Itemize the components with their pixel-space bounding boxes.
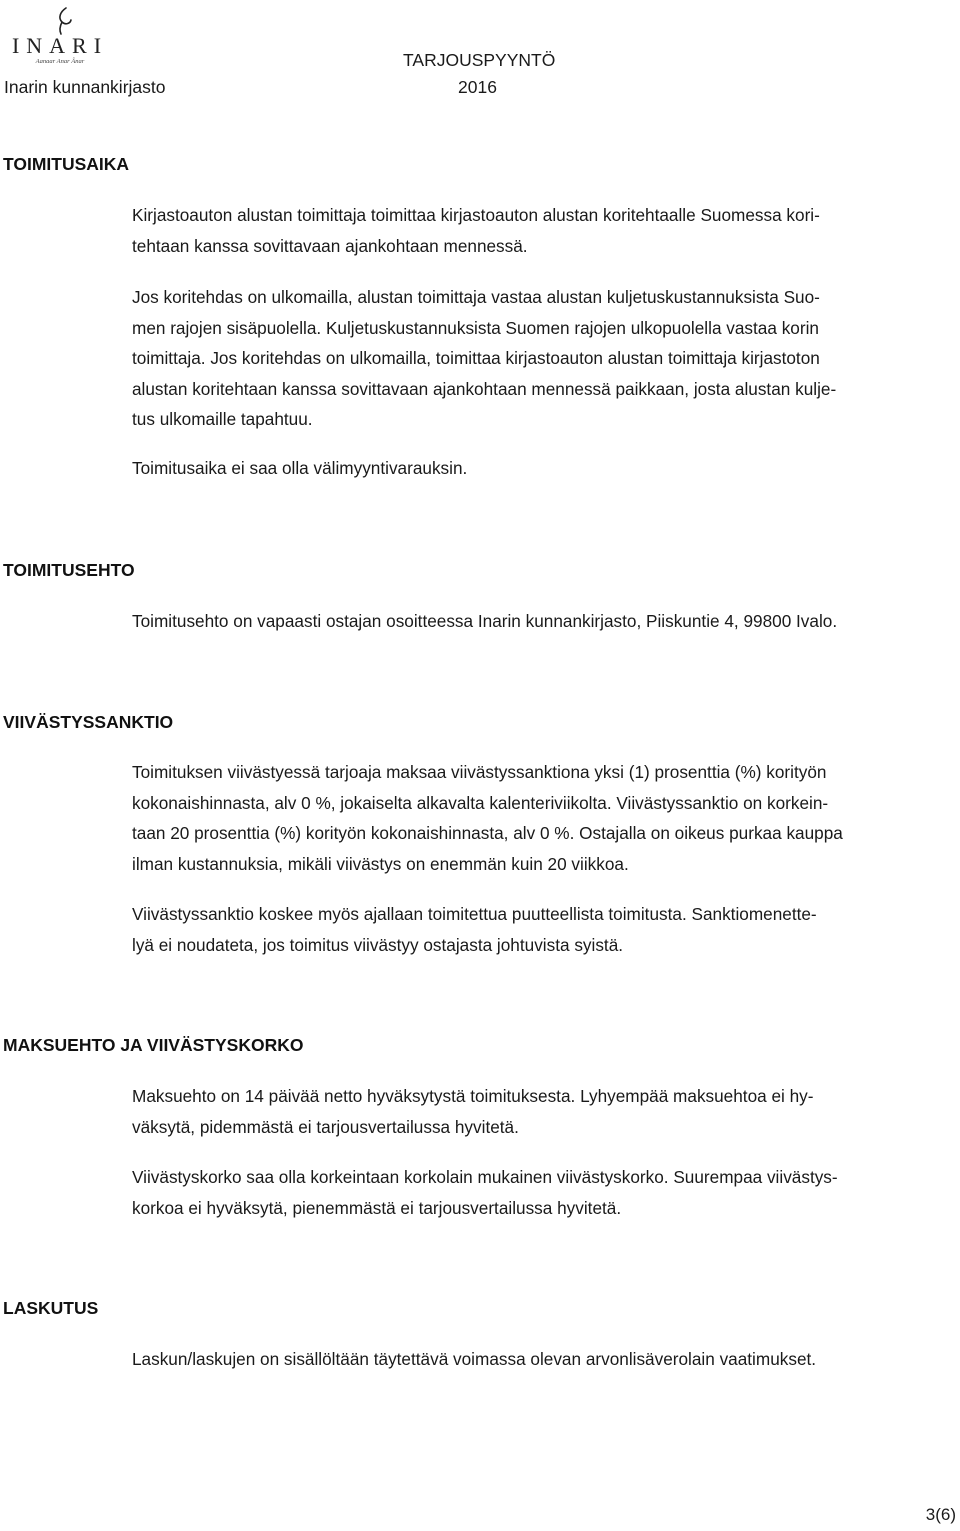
text-line: Maksuehto on 14 päivää netto hyväksytystä toimituksesta. Lyhyempää maksuehtoa ei hy-	[132, 1086, 814, 1106]
logo-tagline: Aanaar Anar Ânar	[35, 58, 85, 65]
section-heading-maksuehto: MAKSUEHTO JA VIIVÄSTYSKORKO	[3, 1035, 304, 1055]
text-line: tehtaan kanssa sovittavaan ajankohtaan mennessä.	[132, 235, 528, 256]
text-line: alustan koritehtaan kanssa sovittavaan ajankohtaan mennessä paikkaan, josta alustan kulje-	[132, 378, 837, 399]
paragraph	[132, 606, 958, 637]
text-line: Laskun/laskujen on sisällöltään täytettävä voimassa olevan arvonlisäverolain vaatimukset.	[132, 1349, 817, 1369]
text-line: Kirjastoauton alustan toimittaja toimittaa kirjastoauton alustan koritehtaalle Suomessa kori-	[132, 205, 820, 225]
text-line: Toimitusehto on vapaasti ostajan osoitteessa Inarin kunnankirjasto, Piiskuntie 4, 99800 Ivalo.	[132, 611, 838, 631]
section-heading-viivastyssanktio: VIIVÄSTYSSANKTIO	[3, 712, 174, 732]
paragraph	[132, 1162, 958, 1223]
document-year: 2016	[458, 77, 497, 97]
paragraph	[132, 1344, 958, 1375]
text-line: Viivästyssanktio koskee myös ajallaan toimitettua puutteellista toimitusta. Sanktiomenette-	[132, 904, 817, 924]
paragraph	[132, 899, 958, 960]
paragraph	[132, 282, 958, 435]
text-line: Toimitusaika ei saa olla välimyyntivarauksin.	[132, 458, 468, 478]
inari-logo	[4, 4, 116, 66]
paragraph	[132, 757, 958, 879]
text-line: kokonaishinnasta, alv 0 %, jokaiselta alkavalta kalenteriviikolta. Viivästyssanktio on korkein-	[132, 792, 829, 813]
text-line: men rajojen sisäpuolella. Kuljetuskustannuksista Suomen rajojen ulkopuolella vastaa korin	[132, 317, 819, 338]
section-heading-laskutus: LASKUTUS	[3, 1298, 99, 1318]
organization-name: Inarin kunnankirjasto	[4, 77, 166, 97]
paragraph	[132, 453, 958, 484]
document-title: TARJOUSPYYNTÖ	[403, 50, 556, 70]
text-line: Viivästyskorko saa olla korkeintaan korkolain mukainen viivästyskorko. Suurempaa viivästys-	[132, 1167, 838, 1187]
text-line: tus ulkomaille tapahtuu.	[132, 409, 313, 429]
logo-word: INARI	[11, 33, 109, 58]
page-number: 3(6)	[925, 1505, 956, 1524]
paragraph	[132, 200, 958, 261]
text-line: toimittaja. Jos koritehdas on ulkomailla, toimittaa kirjastoauton alustan toimittaja kirjastoton	[132, 348, 820, 368]
text-line: Toimituksen viivästyessä tarjoaja maksaa viivästyssanktiona yksi (1) prosenttia (%) korityön	[132, 762, 827, 782]
text-line: korkoa ei hyväksytä, pienemmästä ei tarjousvertailussa hyvitetä.	[132, 1197, 622, 1218]
text-line: Jos koritehdas on ulkomailla, alustan toimittaja vastaa alustan kuljetuskustannuksista Suo-	[132, 287, 820, 307]
text-line: ilman kustannuksia, mikäli viivästys on enemmän kuin 20 viikkoa.	[132, 853, 629, 874]
paragraph	[132, 1081, 958, 1142]
text-line: lyä ei noudateta, jos toimitus viivästyy ostajasta johtuvista syistä.	[132, 934, 624, 955]
text-line: taan 20 prosenttia (%) korityön kokonaishinnasta, alv 0 %. Ostajalla on oikeus purkaa kauppa	[132, 823, 843, 843]
section-heading-toimitusaika: TOIMITUSAIKA	[3, 154, 130, 174]
inari-logo-mark	[4, 4, 116, 66]
text-line: väksytä, pidemmästä ei tarjousvertailussa hyvitetä.	[132, 1116, 519, 1137]
section-heading-toimitusehto: TOIMITUSEHTO	[3, 560, 135, 580]
